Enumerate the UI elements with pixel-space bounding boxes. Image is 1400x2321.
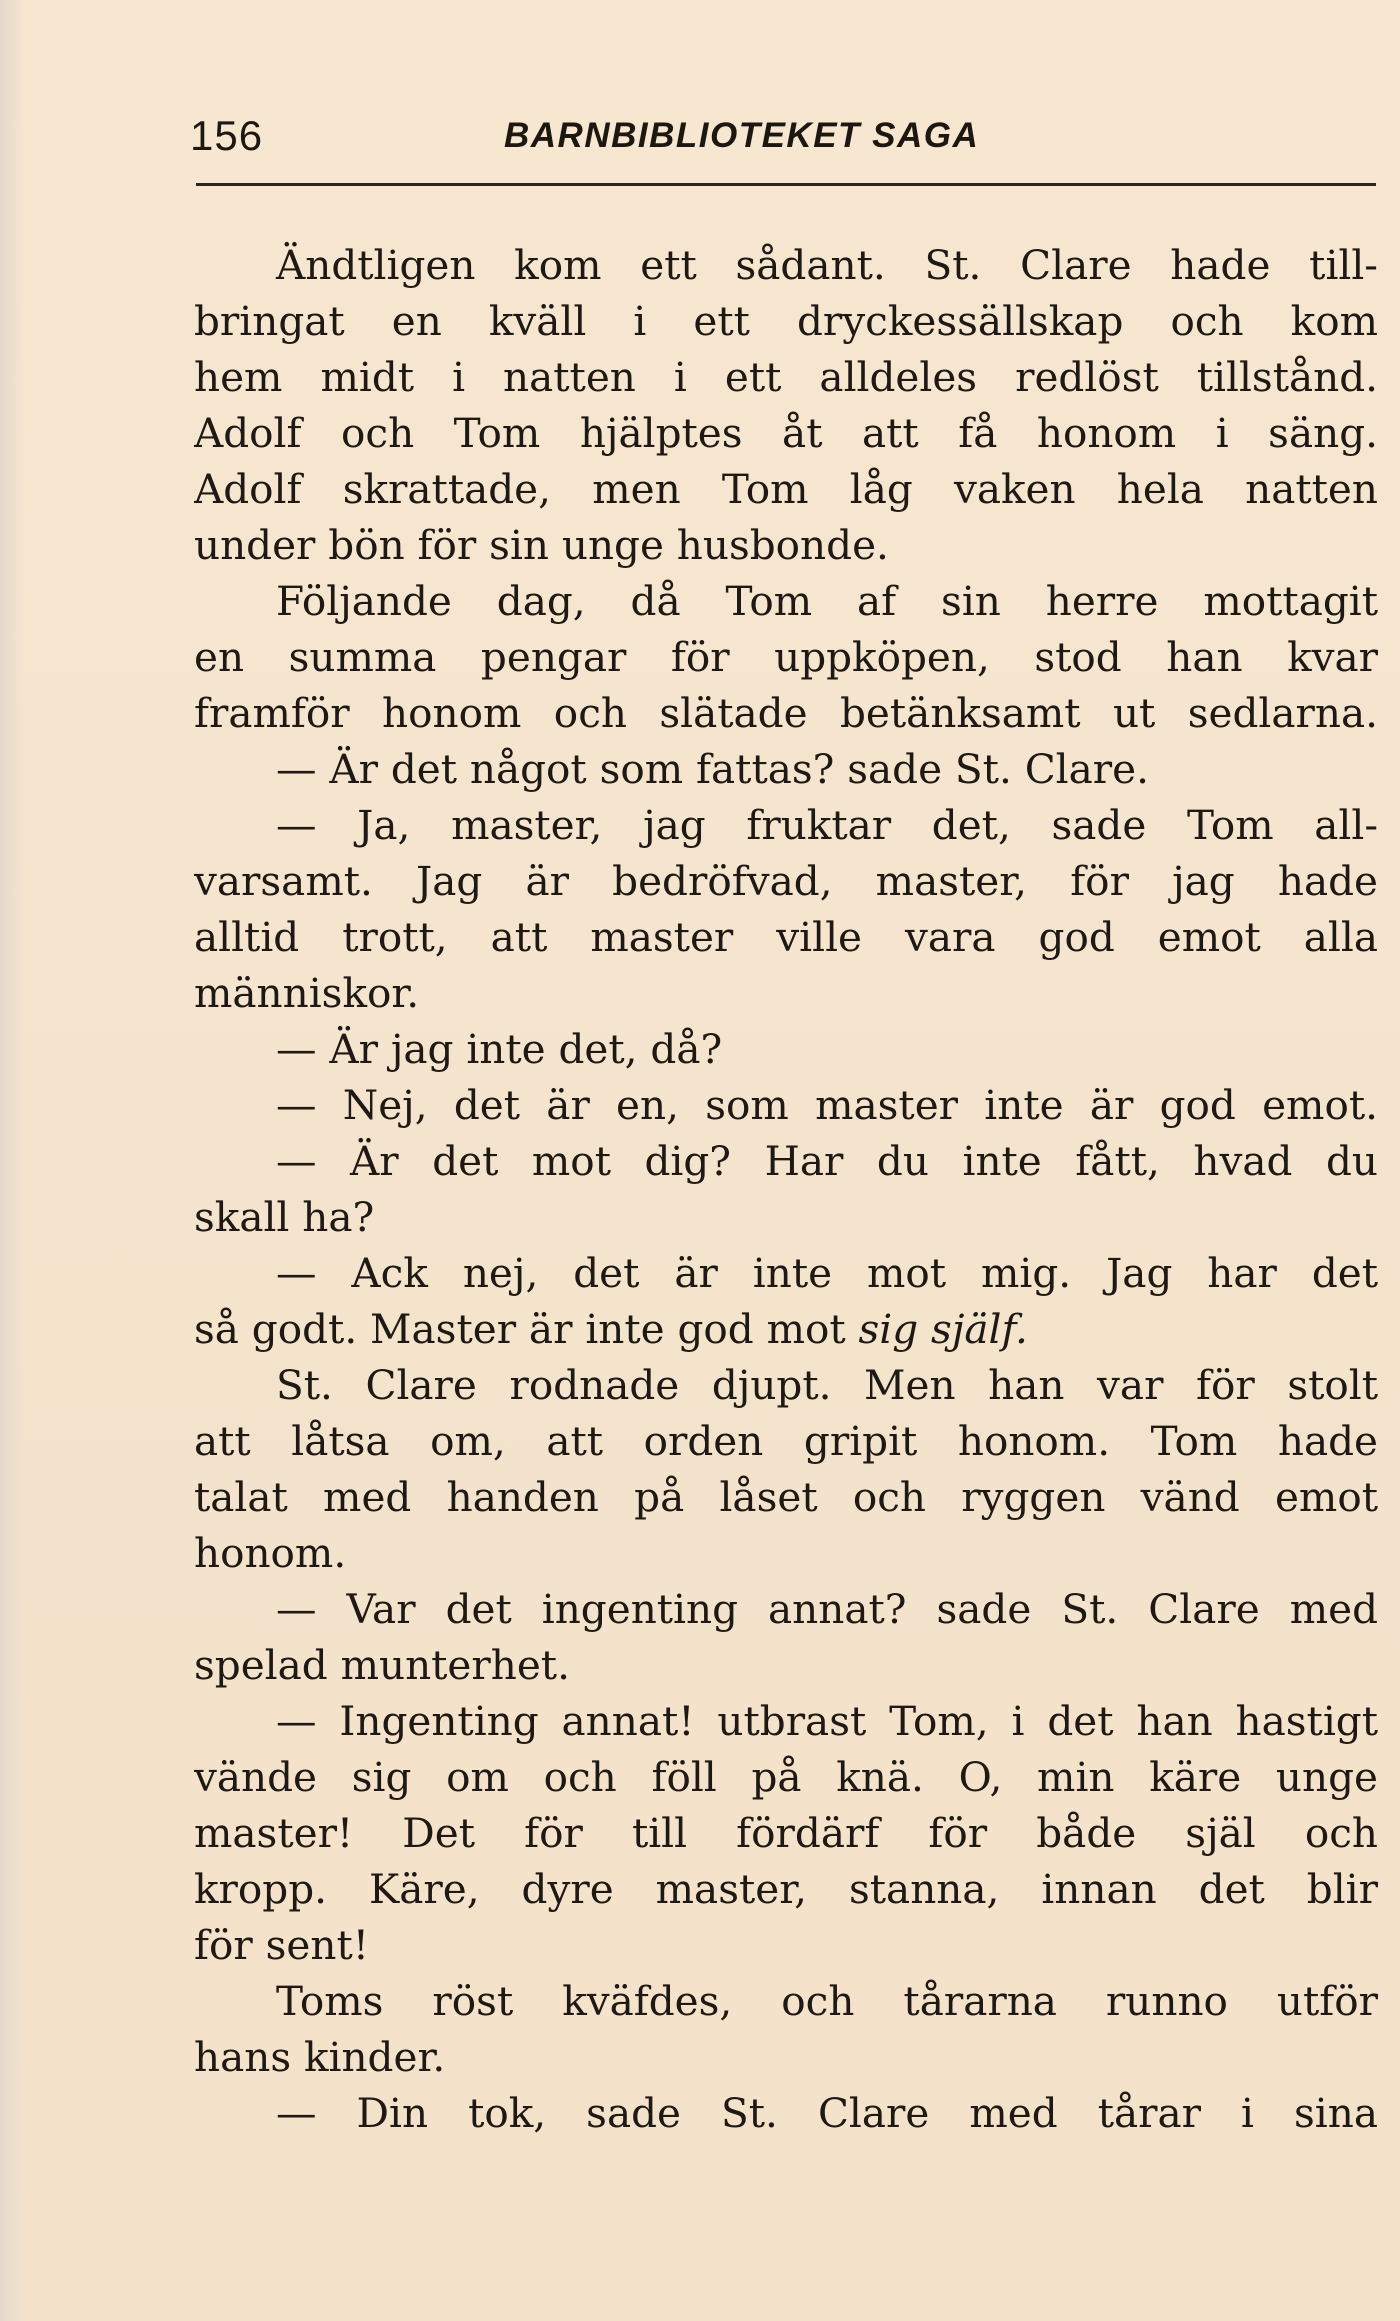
text-line-content: spelad munterhet.: [194, 1641, 570, 1689]
text-line: [194, 1805, 1378, 1861]
text-line: [194, 1637, 1378, 1693]
text-line: [194, 1021, 1378, 1077]
text-line: [194, 909, 1378, 965]
text-line: [194, 517, 1378, 573]
text-line-content: honom.: [194, 1529, 347, 1577]
text-line-content: en summa pengar för uppköpen, stod han kvar: [194, 633, 1378, 681]
text-line: [194, 1189, 1378, 1245]
header-rule: [196, 183, 1376, 186]
text-line: [194, 1245, 1378, 1301]
text-line: [194, 797, 1378, 853]
text-line: [194, 1973, 1378, 2029]
text-line: [194, 1749, 1378, 1805]
text-line-content: varsamt. Jag är bedröfvad, master, för jag hade: [194, 857, 1378, 905]
text-line-content: — Var det ingenting annat? sade St. Clare med: [276, 1585, 1378, 1633]
text-line: [194, 965, 1378, 1021]
text-line: [194, 1133, 1378, 1189]
text-line: [194, 1525, 1378, 1581]
text-line-content: — Ingenting annat! utbrast Tom, i det han hastigt: [276, 1697, 1378, 1745]
text-line-content: vände sig om och föll på knä. O, min käre unge: [194, 1753, 1378, 1801]
text-line: [194, 573, 1378, 629]
running-title: BARNBIBLIOTEKET SAGA: [504, 116, 980, 155]
text-line-content: under bön för sin unge husbonde.: [194, 521, 889, 569]
emphasized-text: sig själf.: [858, 1305, 1028, 1353]
text-line-content: kropp. Käre, dyre master, stanna, innan det blir: [194, 1865, 1378, 1913]
text-line-content: — Ja, master, jag fruktar det, sade Tom all-: [276, 801, 1378, 849]
text-line-content: Ändtligen kom ett sådant. St. Clare hade till-: [276, 241, 1378, 289]
page-edge-shadow: [0, 0, 24, 2321]
page-number: 156: [190, 112, 264, 159]
text-line-content: för sent!: [194, 1921, 369, 1969]
text-line-content: Toms röst kväfdes, och tårarna runno utför: [276, 1977, 1378, 2025]
text-line-content: — Är det något som fattas? sade St. Clare.: [276, 745, 1149, 793]
text-line: [194, 2085, 1378, 2141]
text-line: [194, 685, 1378, 741]
text-line: [194, 853, 1378, 909]
text-line-content: master! Det för till fördärf för både själ och: [194, 1809, 1378, 1857]
text-line-content: alltid trott, att master ville vara god emot alla: [194, 913, 1378, 961]
text-line-content: bringat en kväll i ett dryckessällskap och kom: [194, 297, 1378, 345]
body-text: [194, 237, 1378, 2141]
text-line-content: — Ack nej, det är inte mot mig. Jag har det: [276, 1249, 1378, 1297]
text-line-content: skall ha?: [194, 1193, 375, 1241]
text-line: [194, 1581, 1378, 1637]
text-line-content: hans kinder.: [194, 2033, 446, 2081]
text-line: [194, 1301, 1378, 1357]
text-line: [194, 461, 1378, 517]
text-line: [194, 629, 1378, 685]
text-line-content: framför honom och slätade betänksamt ut sedlarna.: [194, 689, 1378, 737]
text-line: [194, 1917, 1378, 1973]
page-header: [190, 112, 1378, 172]
text-line: [194, 1077, 1378, 1133]
text-line-content: — Är jag inte det, då?: [276, 1025, 723, 1073]
text-line: [194, 349, 1378, 405]
text-line: [194, 2029, 1378, 2085]
text-line: [194, 1413, 1378, 1469]
text-line-content: — Din tok, sade St. Clare med tårar i sina: [276, 2089, 1378, 2137]
text-line-content: att låtsa om, att orden gripit honom. Tom hade: [194, 1417, 1378, 1465]
text-line-content: så godt. Master är inte god mot: [194, 1305, 859, 1353]
text-line-content: — Nej, det är en, som master inte är god emot.: [276, 1081, 1378, 1129]
text-line-content: Adolf skrattade, men Tom låg vaken hela natten: [194, 465, 1378, 513]
text-line-content: hem midt i natten i ett alldeles redlöst tillstånd.: [194, 353, 1378, 401]
text-line: [194, 237, 1378, 293]
text-line: [194, 293, 1378, 349]
text-line: [194, 405, 1378, 461]
text-line: [194, 1357, 1378, 1413]
text-line-content: människor.: [194, 969, 420, 1017]
text-line: [194, 1469, 1378, 1525]
text-line: [194, 1693, 1378, 1749]
text-line-content: — Är det mot dig? Har du inte fått, hvad du: [276, 1137, 1378, 1185]
text-line: [194, 741, 1378, 797]
text-line-content: talat med handen på låset och ryggen vänd emot: [194, 1473, 1378, 1521]
text-line-content: St. Clare rodnade djupt. Men han var för stolt: [276, 1361, 1378, 1409]
text-line-content: Adolf och Tom hjälptes åt att få honom i säng.: [194, 409, 1378, 457]
text-line: [194, 1861, 1378, 1917]
text-line-content: Följande dag, då Tom af sin herre mottagit: [276, 577, 1378, 625]
